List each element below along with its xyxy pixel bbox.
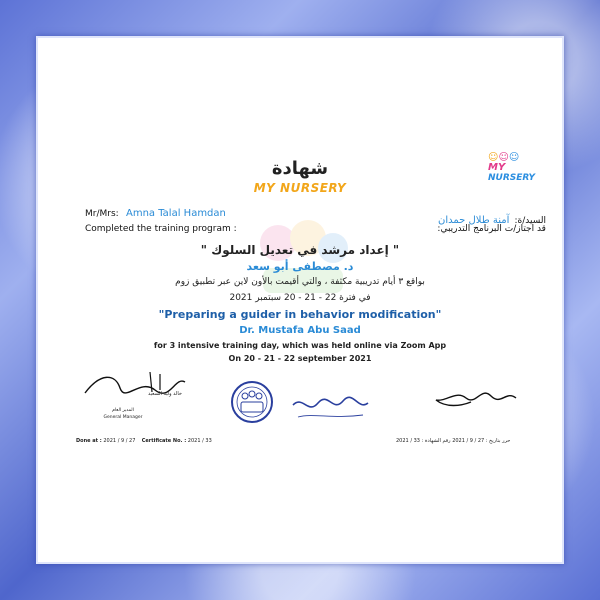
manager-title-en: General Manager	[103, 415, 143, 420]
course-title-en: "Preparing a guider in behavior modification"	[158, 308, 442, 321]
certificate-no-label: Certificate No. :	[141, 438, 187, 444]
recipient-label-ar: السيد/ة:	[514, 216, 546, 226]
recipient-label-en: Mr/Mrs:	[85, 209, 119, 219]
director-signature	[431, 388, 521, 412]
brand-name: MY NURSERY	[253, 181, 347, 195]
logo-my: MY	[488, 162, 506, 173]
done-at	[76, 438, 212, 444]
manager-title-ar: المدير العام	[112, 408, 134, 413]
trainer-name-en: Dr. Mustafa Abu Saad	[239, 325, 361, 336]
course-title-ar: " إعداد مرشد في تعديل السلوك "	[200, 243, 400, 257]
certificate-no-value: 2021 / 33	[187, 438, 212, 444]
logo-nursery: NURSERY	[488, 173, 536, 183]
nursery-stamp	[230, 380, 274, 424]
done-at-value: 2021 / 9 / 27	[103, 438, 136, 444]
program-description-en: for 3 intensive training day, which was held online via Zoom App	[153, 341, 447, 350]
issue-date-label-ar: حرر بتاريخ :	[485, 438, 511, 444]
smiley-faces-icon: ☺☺☺	[488, 152, 520, 163]
manager-name-ar: خالد وليد السعيد	[148, 391, 182, 397]
done-at-label: Done at :	[76, 438, 102, 444]
trainer-name-ar: د. مصطفى أبو سعد	[246, 260, 354, 273]
trainer-signature	[288, 393, 373, 423]
footer-ar	[396, 438, 510, 444]
completed-label-en: Completed the training program :	[85, 224, 237, 234]
program-date-en: On 20 - 21 - 22 september 2021	[228, 354, 372, 363]
recipient-name-en: Amna Talal Hamdan	[126, 208, 226, 219]
program-date-ar: في فترة 22 - 21 - 20 سبتمبر 2021	[229, 293, 371, 303]
completed-label-ar: قد اجتاز/ت البرنامج التدريبي:	[437, 224, 546, 234]
certificate-title: شهادة	[271, 158, 329, 179]
recipient-name-ar: آمنة طلال حمدان	[438, 215, 510, 226]
certificate-no-value-ar: 2021 / 33	[396, 438, 420, 444]
certificate-paper	[38, 38, 562, 562]
program-description-ar: بواقع ٣ أيام تدريبية مكثفة ، والتي أقيمت بالأون لاين عبر تطبيق زوم	[175, 277, 425, 287]
certificate-no-label-ar: رقم الشهادة :	[421, 438, 451, 444]
issue-date-value-ar: 2021 / 9 / 27	[452, 438, 485, 444]
